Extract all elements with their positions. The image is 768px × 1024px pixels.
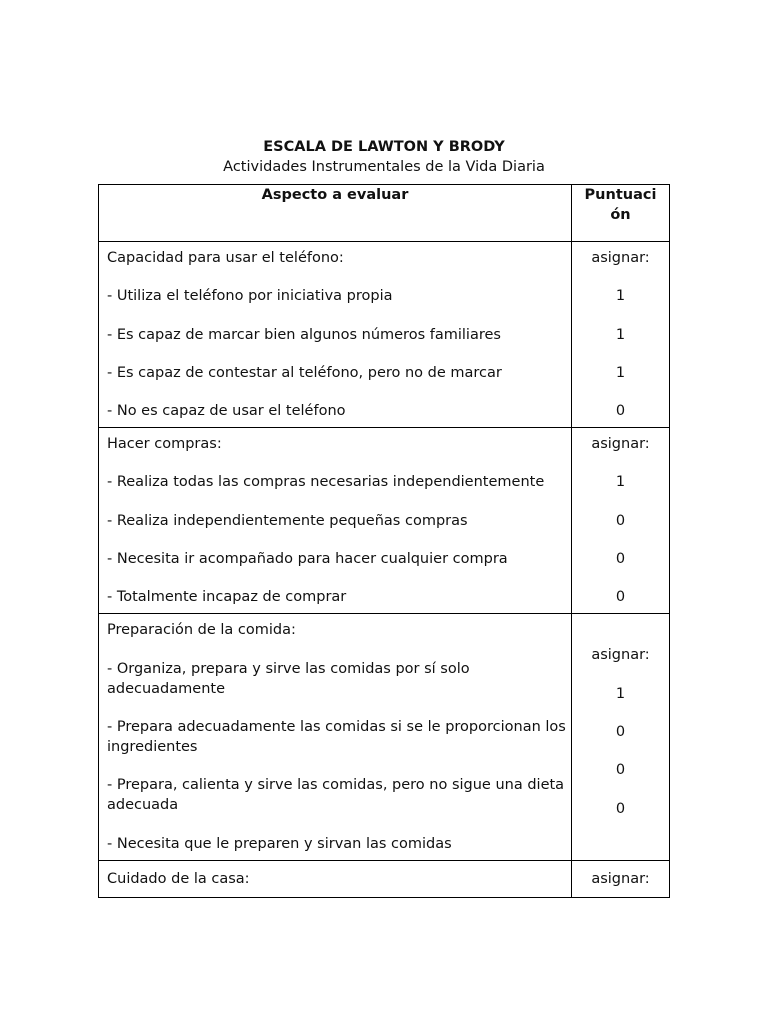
section-heading: Hacer compras: xyxy=(107,436,222,453)
evaluation-table xyxy=(98,184,670,898)
document-title: ESCALA DE LAWTON Y BRODY xyxy=(263,139,505,155)
section-row-casa xyxy=(99,860,670,897)
score-cell xyxy=(572,428,670,614)
assign-label: asignar: xyxy=(591,250,650,266)
section-row-compras xyxy=(99,428,670,614)
option-text: - Necesita que le preparen y sirvan las comidas xyxy=(107,835,452,852)
option-score: 0 xyxy=(615,800,626,817)
option-text: - No es capaz de usar el teléfono xyxy=(107,403,346,420)
section-heading: Preparación de la comida: xyxy=(107,622,296,639)
aspect-cell xyxy=(99,614,572,860)
score-block xyxy=(572,620,669,818)
option-score: 1 xyxy=(615,474,626,491)
option-score: 0 xyxy=(615,551,626,568)
section-heading: Capacidad para usar el teléfono: xyxy=(107,250,344,266)
option-score: 0 xyxy=(615,512,626,529)
assign-label: asignar: xyxy=(591,647,650,664)
option-text: - Es capaz de marcar bien algunos números familiares xyxy=(107,326,501,343)
option-text: - Realiza todas las compras necesarias independientemente xyxy=(107,474,545,491)
option-score: 0 xyxy=(615,589,626,606)
option-text: - Es capaz de contestar al teléfono, pero no de marcar xyxy=(107,364,502,381)
aspect-cell xyxy=(99,860,572,897)
section-row-telefono xyxy=(99,242,670,428)
option-score: 0 xyxy=(615,403,626,420)
document-subtitle: Actividades Instrumentales de la Vida Diaria xyxy=(223,159,545,175)
option-text: - Prepara adecuadamente las comidas si se le proporcionan los ingredientes xyxy=(107,718,566,755)
option-text: - Totalmente incapaz de comprar xyxy=(107,589,347,606)
option-score: 1 xyxy=(615,326,626,343)
aspect-cell xyxy=(99,428,572,614)
option-score: 1 xyxy=(615,288,626,305)
column-header-aspect: Aspecto a evaluar xyxy=(99,185,572,242)
table-header-row xyxy=(99,185,670,242)
section-heading: Cuidado de la casa: xyxy=(107,870,250,887)
option-text: - Utiliza el teléfono por iniciativa propia xyxy=(107,288,393,305)
column-header-score-label: Puntuaci ón xyxy=(584,187,657,223)
aspect-cell xyxy=(99,242,572,428)
assign-label: asignar: xyxy=(591,436,650,453)
page-header xyxy=(0,137,768,177)
option-text: - Realiza independientemente pequeñas compras xyxy=(107,512,468,529)
score-cell xyxy=(572,614,670,860)
section-row-comida xyxy=(99,614,670,860)
option-score: 0 xyxy=(615,762,626,779)
score-cell xyxy=(572,860,670,897)
option-score: 1 xyxy=(615,364,626,381)
score-cell xyxy=(572,242,670,428)
column-header-score xyxy=(572,185,670,242)
option-score: 0 xyxy=(615,723,626,740)
assign-label: asignar: xyxy=(591,870,650,887)
option-text: - Necesita ir acompañado para hacer cualquier compra xyxy=(107,551,508,568)
option-score: 1 xyxy=(615,685,626,702)
option-text: - Prepara, calienta y sirve las comidas, pero no sigue una dieta adecuada xyxy=(107,777,565,814)
option-text: - Organiza, prepara y sirve las comidas por sí solo adecuadamente xyxy=(107,660,470,697)
